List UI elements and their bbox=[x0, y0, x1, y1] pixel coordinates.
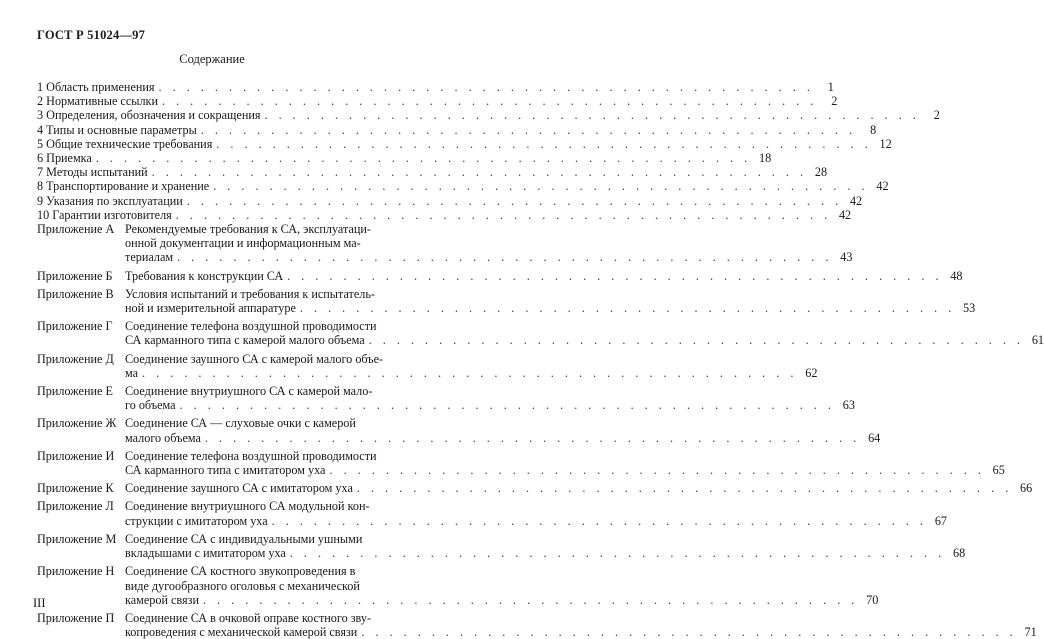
toc-title: Содержание bbox=[179, 52, 245, 66]
appendix-title-line: Соединение СА в очковой оправе костного зву- bbox=[125, 610, 372, 625]
toc-entry bbox=[37, 136, 892, 151]
leader-dots: . . . . . . . . . . . . . . . . . . . . . . . . . . . . . . . . . . . . . . . . . . . . . . . bbox=[202, 592, 859, 607]
toc-entry-label: 1 Область применения bbox=[37, 80, 155, 94]
leader-dots: . . . . . . . . . . . . . . . . . . . . . . . . . . . . . . . . . . . . . . . . . . . . . . . bbox=[368, 333, 1025, 348]
appendix-title-line: копроведения с механической камерой связи bbox=[125, 625, 358, 639]
leader-dots: . . . . . . . . . . . . . . . . . . . . . . . . . . . . . . . . . . . . . . . . . . . . . . . bbox=[289, 546, 946, 561]
toc-entry-label: 2 Нормативные ссылки bbox=[37, 94, 158, 109]
toc-entry-label: 3 Определения, обозначения и сокращения bbox=[37, 108, 261, 123]
toc-appendix-entry bbox=[37, 319, 1044, 348]
toc-entry-label: 7 Методы испытаний bbox=[37, 165, 148, 180]
toc-entry-page: 62 bbox=[805, 365, 818, 380]
toc-entry-page: 48 bbox=[950, 268, 963, 283]
leader-dots: . . . . . . . . . . . . . . . . . . . . . . . . . . . . . . . . . . . . . . . . . . . . . . . bbox=[175, 207, 832, 222]
appendix-prefix: Приложение Л bbox=[37, 499, 114, 514]
appendix-prefix: Приложение М bbox=[37, 531, 117, 546]
toc-entry bbox=[37, 193, 863, 208]
appendix-title-line: Условия испытаний и требования к испытатель- bbox=[125, 286, 375, 301]
appendix-title-line: Соединение СА с индивидуальными ушными bbox=[125, 531, 363, 546]
appendix-title-line: малого объема bbox=[125, 430, 201, 445]
leader-dots: . . . . . . . . . . . . . . . . . . . . . . . . . . . . . . . . . . . . . . . . . . . . . . . bbox=[161, 94, 818, 109]
toc-entry-page: 18 bbox=[759, 151, 772, 166]
appendix-title-line: териалам bbox=[125, 250, 174, 265]
appendix-title-line: Требования к конструкции СА bbox=[125, 268, 284, 283]
appendix-title-line: Соединение внутриушного СА модульной кон- bbox=[125, 499, 370, 514]
appendix-title-line: Соединение заушного СА с имитатором уха bbox=[125, 481, 353, 496]
toc-entry bbox=[37, 80, 834, 94]
page-number-roman: III bbox=[33, 596, 46, 610]
toc-entry-label: 8 Транспортирование и хранение bbox=[37, 179, 210, 194]
leader-dots: . . . . . . . . . . . . . . . . . . . . . . . . . . . . . . . . . . . . . . . . . . . . . . . bbox=[151, 165, 808, 180]
toc-entry bbox=[37, 165, 828, 180]
appendix-title-line: виде дугообразного оголовья с механической bbox=[125, 578, 360, 593]
toc-appendix-entry bbox=[37, 499, 947, 528]
toc-entry-page: 1 bbox=[827, 80, 834, 94]
leader-dots: . . . . . . . . . . . . . . . . . . . . . . . . . . . . . . . . . . . . . . . . . . . . . . . bbox=[287, 268, 943, 283]
leader-dots: . . . . . . . . . . . . . . . . . . . . . . . . . . . . . . . . . . . . . . . . . . . . . . . bbox=[204, 430, 861, 445]
toc-entry-label: 5 Общие технические требования bbox=[37, 136, 213, 151]
appendix-title-line: Соединение СА — слуховые очки с камерой bbox=[125, 416, 356, 431]
appendix-prefix: Приложение А bbox=[37, 222, 115, 237]
toc-appendix-entry bbox=[37, 268, 963, 283]
toc-entry-page: 65 bbox=[992, 463, 1005, 478]
appendix-prefix: Приложение Д bbox=[37, 351, 114, 366]
toc-entry-page: 42 bbox=[849, 193, 863, 208]
leader-dots: . . . . . . . . . . . . . . . . . . . . . . . . . . . . . . . . . . . . . . . . . . . . . . . bbox=[158, 80, 814, 94]
leader-dots: . . . . . . . . . . . . . . . . . . . . . . . . . . . . . . . . . . . . . . . . . . . . . . . bbox=[271, 513, 927, 528]
appendix-prefix: Приложение Е bbox=[37, 384, 113, 399]
toc-entry-page: 8 bbox=[870, 122, 877, 137]
document-code: ГОСТ Р 51024—97 bbox=[37, 28, 146, 42]
toc-entry-page: 43 bbox=[840, 250, 853, 265]
leader-dots: . . . . . . . . . . . . . . . . . . . . . . . . . . . . . . . . . . . . . . . . . . . . . . . bbox=[264, 108, 920, 123]
toc-appendix-entry bbox=[37, 222, 853, 265]
appendix-title-line: Соединение телефона воздушной проводимости bbox=[125, 319, 377, 334]
toc-appendix-entry bbox=[37, 384, 855, 413]
toc-appendix-entry bbox=[37, 610, 1037, 639]
leader-dots: . . . . . . . . . . . . . . . . . . . . . . . . . . . . . . . . . . . . . . . . . . . . . . . bbox=[200, 122, 857, 137]
leader-dots: . . . . . . . . . . . . . . . . . . . . . . . . . . . . . . . . . . . . . . . . . . . . . . . bbox=[299, 301, 956, 316]
appendix-title-line: Рекомендуемые требования к СА, эксплуатаци- bbox=[125, 222, 371, 237]
appendix-title-line: вкладышами с имитатором уха bbox=[125, 546, 286, 561]
appendix-title-line: ма bbox=[125, 365, 139, 380]
appendix-prefix: Приложение И bbox=[37, 448, 115, 463]
toc-entry-page: 2 bbox=[831, 94, 838, 109]
appendix-title-line: Соединение телефона воздушной проводимости bbox=[125, 448, 377, 463]
toc-appendix-entry bbox=[37, 416, 881, 445]
appendix-title-line: СА карманного типа с камерой малого объема bbox=[125, 333, 365, 348]
toc-entry bbox=[37, 122, 877, 137]
toc-entry-page: 2 bbox=[933, 108, 940, 123]
appendix-title-line: Соединение внутриушного СА с камерой мало- bbox=[125, 384, 373, 399]
appendix-title-line: онной документации и информационным ма- bbox=[125, 236, 361, 251]
appendix-title-line: Соединение заушного СА с камерой малого объе- bbox=[125, 351, 384, 366]
leader-dots: . . . . . . . . . . . . . . . . . . . . . . . . . . . . . . . . . . . . . . . . . . . . . . . bbox=[95, 151, 752, 166]
toc-entry-page: 42 bbox=[876, 179, 889, 194]
toc-entry-page: 64 bbox=[868, 430, 881, 445]
leader-dots: . . . . . . . . . . . . . . . . . . . . . . . . . . . . . . . . . . . . . . . . . . . . . . . bbox=[213, 179, 869, 194]
leader-dots: . . . . . . . . . . . . . . . . . . . . . . . . . . . . . . . . . . . . . . . . . . . . . . . bbox=[142, 365, 798, 380]
toc-entry bbox=[37, 108, 940, 123]
toc-entry-label: 9 Указания по эксплуатации bbox=[37, 193, 183, 208]
appendix-title-line: струкции с имитатором уха bbox=[125, 513, 268, 528]
appendix-prefix: Приложение Ж bbox=[37, 416, 117, 431]
leader-dots: . . . . . . . . . . . . . . . . . . . . . . . . . . . . . . . . . . . . . . . . . . . . . . . bbox=[186, 193, 843, 208]
toc-entry-page: 63 bbox=[842, 398, 855, 413]
appendix-prefix: Приложение В bbox=[37, 286, 114, 301]
appendix-prefix: Приложение Г bbox=[37, 319, 113, 334]
appendix-prefix: Приложение К bbox=[37, 481, 114, 496]
toc-entry-page: 61 bbox=[1031, 333, 1044, 348]
leader-dots: . . . . . . . . . . . . . . . . . . . . . . . . . . . . . . . . . . . . . . . . . . . . . . . bbox=[356, 481, 1013, 496]
toc-entry bbox=[37, 207, 852, 222]
leader-dots: . . . . . . . . . . . . . . . . . . . . . . . . . . . . . . . . . . . . . . . . . . . . . . . bbox=[361, 625, 1017, 639]
toc-entry-page: 28 bbox=[814, 165, 828, 180]
leader-dots: . . . . . . . . . . . . . . . . . . . . . . . . . . . . . . . . . . . . . . . . . . . . . . . bbox=[329, 463, 985, 478]
appendix-title-line: го объема bbox=[125, 398, 176, 413]
appendix-prefix: Приложение П bbox=[37, 610, 115, 625]
toc-appendix-entry bbox=[37, 564, 879, 607]
toc-entry-page: 68 bbox=[953, 546, 966, 561]
leader-dots: . . . . . . . . . . . . . . . . . . . . . . . . . . . . . . . . . . . . . . . . . . . . . . . bbox=[179, 398, 835, 413]
appendix-title-line: СА карманного типа с имитатором уха bbox=[125, 463, 326, 478]
appendix-prefix: Приложение Б bbox=[37, 268, 113, 283]
appendix-title-line: камерой связи bbox=[125, 592, 199, 607]
toc-appendix-entry bbox=[37, 351, 818, 380]
leader-dots: . . . . . . . . . . . . . . . . . . . . . . . . . . . . . . . . . . . . . . . . . . . . . . . bbox=[216, 136, 872, 151]
toc-entry-page: 66 bbox=[1020, 481, 1033, 496]
toc-entry-label: 4 Типы и основные параметры bbox=[37, 122, 197, 137]
toc-appendix-entry bbox=[37, 481, 1033, 496]
toc-entry-page: 42 bbox=[838, 207, 852, 222]
appendix-title-line: Соединение СА костного звукопроведения в bbox=[125, 564, 356, 579]
toc-entry bbox=[37, 179, 889, 194]
toc-appendix-entry bbox=[37, 286, 976, 316]
toc-entry-label: 6 Приемка bbox=[37, 151, 92, 166]
toc-entry-page: 70 bbox=[866, 592, 879, 607]
toc-entry-page: 53 bbox=[963, 301, 976, 316]
appendix-title-line: ной и измерительной аппаратуре bbox=[125, 301, 296, 316]
toc-entry-page: 71 bbox=[1024, 625, 1037, 639]
appendix-prefix: Приложение Н bbox=[37, 564, 115, 579]
toc-appendix-entry bbox=[37, 531, 966, 561]
toc-entry-page: 12 bbox=[879, 136, 892, 151]
toc-entry bbox=[37, 94, 838, 109]
table-of-contents bbox=[37, 80, 1044, 639]
toc-entry-label: 10 Гарантии изготовителя bbox=[37, 207, 172, 222]
toc-appendix-entry bbox=[37, 448, 1005, 478]
toc-entry-page: 67 bbox=[934, 513, 947, 528]
toc-entry bbox=[37, 151, 772, 166]
leader-dots: . . . . . . . . . . . . . . . . . . . . . . . . . . . . . . . . . . . . . . . . . . . . . . . bbox=[177, 250, 833, 265]
